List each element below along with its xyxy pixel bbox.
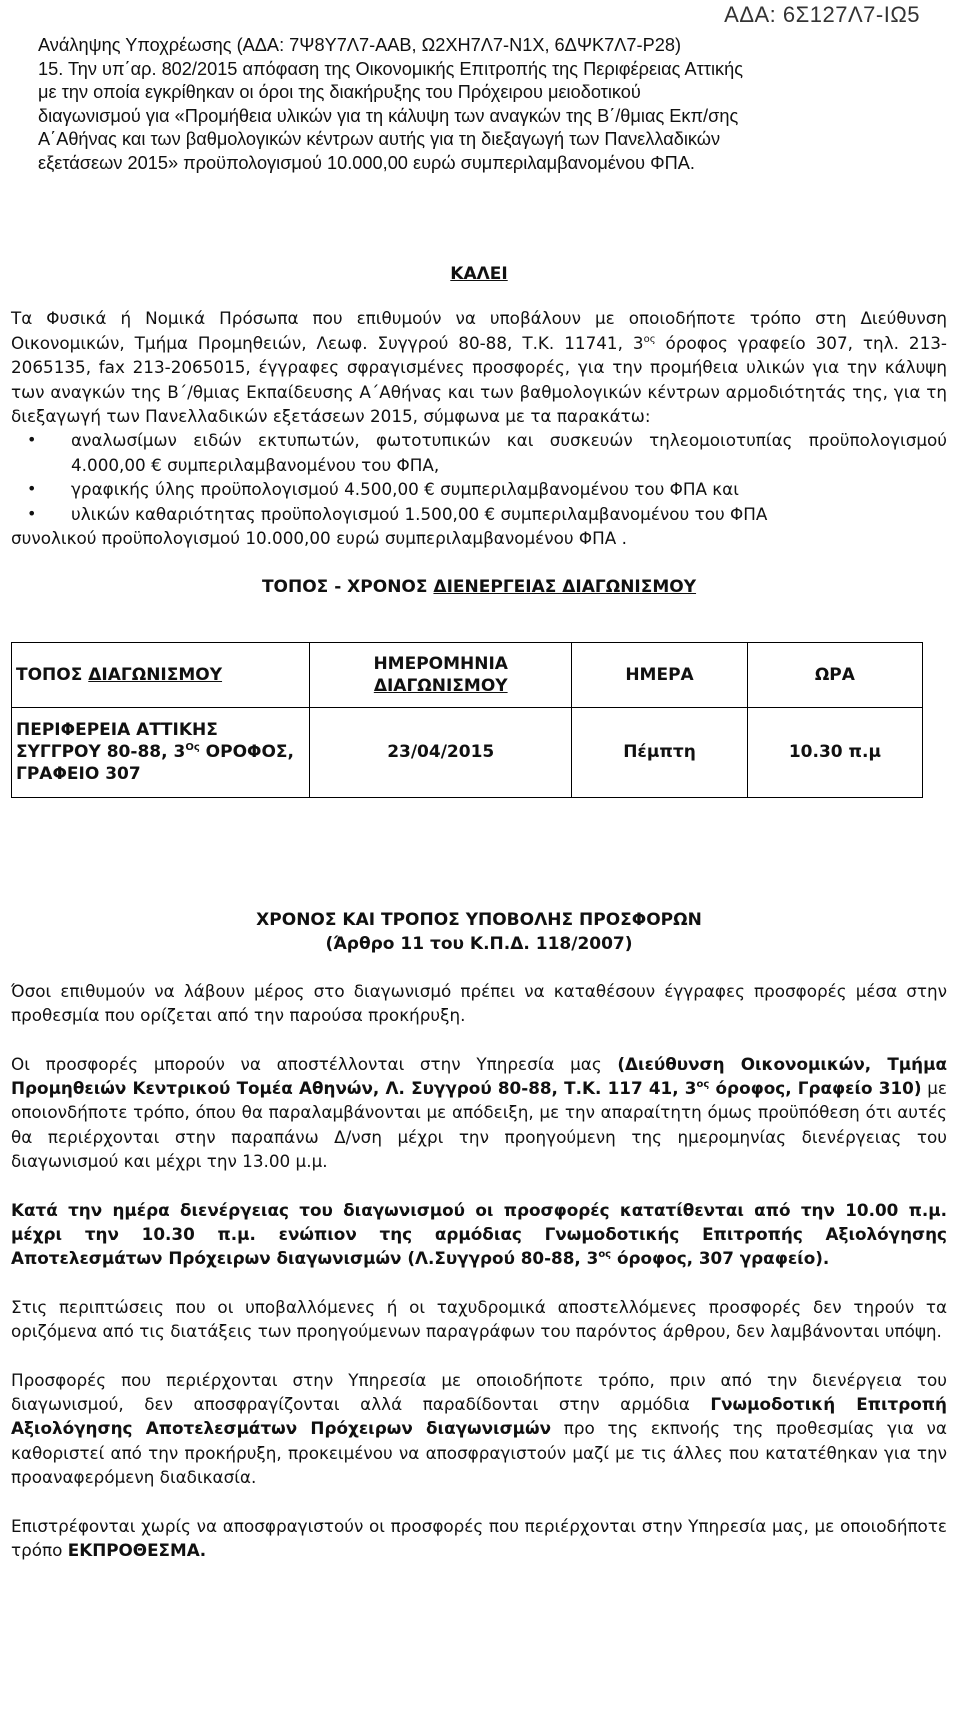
table-row bbox=[12, 707, 923, 797]
paragraph-noncompliance: Στις περιπτώσεις που οι υποβαλλόμενες ή οι ταχυδρομικά αποστελλόμενες προσφορές δεν τηρούν τα οριζόμενα από τις διατάξεις των προηγούμενων παραγράφων του παρόντος άρθρου, δεν λαμβάνονται υπόψη. bbox=[11, 1296, 947, 1342]
section-submission-title: ΧΡΟΝΟΣ ΚΑΙ ΤΡΟΠΟΣ ΥΠΟΒΟΛΗΣ ΠΡΟΣΦΟΡΩΝ bbox=[256, 909, 702, 930]
cell-time: 10.30 π.μ bbox=[747, 707, 922, 797]
call-text: Τα Φυσικά ή Νομικά Πρόσωπα που επιθυμούν να υποβάλουν με οποιοδήποτε τρόπο στη Διεύθυνση Οικονομικών, Τμήμα Προμηθειών, Λεωφ. Συγγρού 80-88, Τ.Κ. 11741, 3 bbox=[11, 308, 947, 353]
header-place: ΤΟΠΟΣ ΔΙΑΓΩΝΙΣΜΟΥ bbox=[12, 642, 310, 707]
paragraph-early-offers: Προσφορές που περιέρχονται στην Υπηρεσία με οποιοδήποτε τρόπο, πριν από την διενέργεια του διαγωνισμού, δεν αποσφραγίζονται αλλά παραδίδονται στην αρμόδια Γνωμοδοτική Επιτροπή Αξιολόγησης Αποτελεσμάτων Πρόχειρων διαγωνισμών προ της εκπνοής της προθεσμίας για να καθοριστεί από την προκήρυξη, προκειμένου να αποσφραγιστούν μαζί με τις άλλες που κατατέθηκαν για την προαναφερόμενη διαδικασία. bbox=[11, 1369, 947, 1488]
list-item: • υλικών καθαριότητας προϋπολογισμού 1.500,00 € συμπεριλαμβανομένου του ΦΠΑ bbox=[11, 502, 947, 526]
call-paragraph bbox=[11, 306, 947, 428]
intro-line: Α΄Αθήνας και των βαθμολογικών κέντρων αυτής για τη διεξαγωγή των Πανελλαδικών bbox=[38, 129, 721, 150]
list-item: • αναλωσίμων ειδών εκτυπωτών, φωτοτυπικών και συσκευών τηλεομοιοτυπίας προϋπολογισμού 4.000,00 € συμπεριλαμβανομένου του ΦΠΑ, bbox=[11, 428, 947, 477]
cell-place: ΠΕΡΙΦΕΡΕΙΑ ΑΤΤΙΚΗΣ ΣΥΓΓΡΟΥ 80-88, $3^{O\varsigma}$ ΟΡΟΦΟΣ, ΓΡΑΦΕΙΟ 307 bbox=[12, 707, 310, 797]
header-date: ΗΜΕΡΟΜΗΝΙΑ ΔΙΑΓΩΝΙΣΜΟΥ bbox=[310, 642, 572, 707]
section-submission-subtitle: (Άρθρο 11 του Κ.Π.Δ. 118/2007) bbox=[325, 934, 633, 955]
call-superscript: ος bbox=[643, 333, 656, 345]
total-budget: συνολικού προϋπολογισμού 10.000,00 ευρώ συμπεριλαμβανομένου ΦΠΑ . bbox=[11, 528, 627, 549]
intro-line: διαγωνισμού για «Προμήθεια υλικών για τη κάλυψη των αναγκών της Β΄/θμιας Εκπ/σης bbox=[38, 105, 739, 126]
header-time: ΩΡΑ bbox=[747, 642, 922, 707]
paragraph-day-of-tender: Κατά την ημέρα διενέργειας του διαγωνισμού οι προσφορές κατατίθενται από την 10.00 π.μ. μέχρι την 10.30 π.μ. ενώπιον της αρμόδιας Γνωμοδοτικής Επιτροπής Αξιολόγησης Αποτελεσμάτων Πρόχειρων διαγωνισμών (Λ.Συγγρού 80-88, $3^{o\varsigma}$ όροφος, 307 γραφείο). bbox=[11, 1199, 947, 1269]
paragraph-participation: Όσοι επιθυμούν να λάβουν μέρος στο διαγωνισμό πρέπει να καταθέσουν έγγραφες προσφορές μέσα στην προθεσμία που ορίζεται από την παρούσα προκήρυξη. bbox=[11, 980, 947, 1026]
cell-date: 23/04/2015 bbox=[310, 707, 572, 797]
intro-line: 15. Την υπ΄αρ. 802/2015 απόφαση της Οικονομικής Επιτροπής της Περιφέρειας Αττικής bbox=[38, 58, 743, 79]
section-venue-underlined: ΔΙΕΝΕΡΓΕΙΑΣ ΔΙΑΓΩΝΙΣΜΟΥ bbox=[433, 577, 697, 598]
list-item: • γραφικής ύλης προϋπολογισμού 4.500,00 € συμπεριλαμβανομένου του ΦΠΑ και bbox=[11, 477, 947, 501]
intro-line: εξετάσεων 2015» προϋπολογισμού 10.000,00 ευρώ συμπεριλαμβανομένου ΦΠΑ. bbox=[38, 152, 695, 173]
call-text: όροφος γραφείο 307, τηλ. 213-2065135, fax 213-2065015, έγγραφες σφραγισμένες προσφορές, για την προμήθεια υλικών για την κάλυψη των αναγκών της Β΄/θμιας Εκπαίδευσης Α΄Αθήνας και των βαθμολογικών κέντρων αρμοδιότητάς της, για τη διεξαγωγή των Πανελλαδικών εξετάσεων 2015, σύμφωνα με τα παρακάτω: bbox=[11, 332, 947, 427]
intro-line: με την οποία εγκρίθηκαν οι όροι της διακήρυξης του Πρόχειρου μειοδοτικού bbox=[38, 82, 641, 103]
paragraph-submission: Οι προσφορές μπορούν να αποστέλλονται στην Υπηρεσία μας (Διεύθυνση Οικονομικών, Τμήμα Προμηθειών Κεντρικού Τομέα Αθηνών, Λ. Συγγρού 80-88, Τ.Κ. 117 41, $3^{o\varsigma}$ όροφος, Γραφείο 310) με οποιονδήποτε τρόπο, όπου θα παραλαμβάνονται με απόδειξη, με την απαραίτητη όμως προϋπόθεση ότι αυτές θα περιέρχονται στην παραπάνω Δ/νση μέχρι την προηγούμενη της ημερομηνίας διενέργειας του διαγωνισμού και μέχρι την 13.00 μ.μ. bbox=[11, 1053, 947, 1172]
table-header-row bbox=[12, 642, 923, 707]
section-venue-title bbox=[11, 575, 947, 599]
intro-line: Ανάληψης Υποχρέωσης (ΑΔΑ: 7Ψ8Υ7Λ7-ΑΑΒ, Ω2ΧΗ7Λ7-Ν1Χ, 6ΔΨΚ7Λ7-Ρ28) bbox=[38, 35, 681, 55]
header-day: ΗΜΕΡΑ bbox=[572, 642, 748, 707]
paragraph-late-offers: Επιστρέφονται χωρίς να αποσφραγιστούν οι προσφορές που περιέρχονται στην Υπηρεσία μας, με οποιοδήποτε τρόπο ΕΚΠΡΟΘΕΣΜΑ. bbox=[11, 1515, 947, 1560]
section-venue-prefix: ΤΟΠΟΣ - ΧΡΟΝΟΣ bbox=[261, 577, 434, 598]
ada-code: ΑΔΑ: 6Σ127Λ7-ΙΩ5 bbox=[724, 2, 920, 27]
kalei-heading: ΚΑΛΕΙ bbox=[450, 264, 508, 284]
cell-day: Πέμπτη bbox=[572, 707, 748, 797]
document-body bbox=[11, 262, 947, 1562]
items-list bbox=[11, 428, 947, 526]
venue-table bbox=[11, 642, 923, 798]
intro-paragraph bbox=[38, 34, 908, 176]
